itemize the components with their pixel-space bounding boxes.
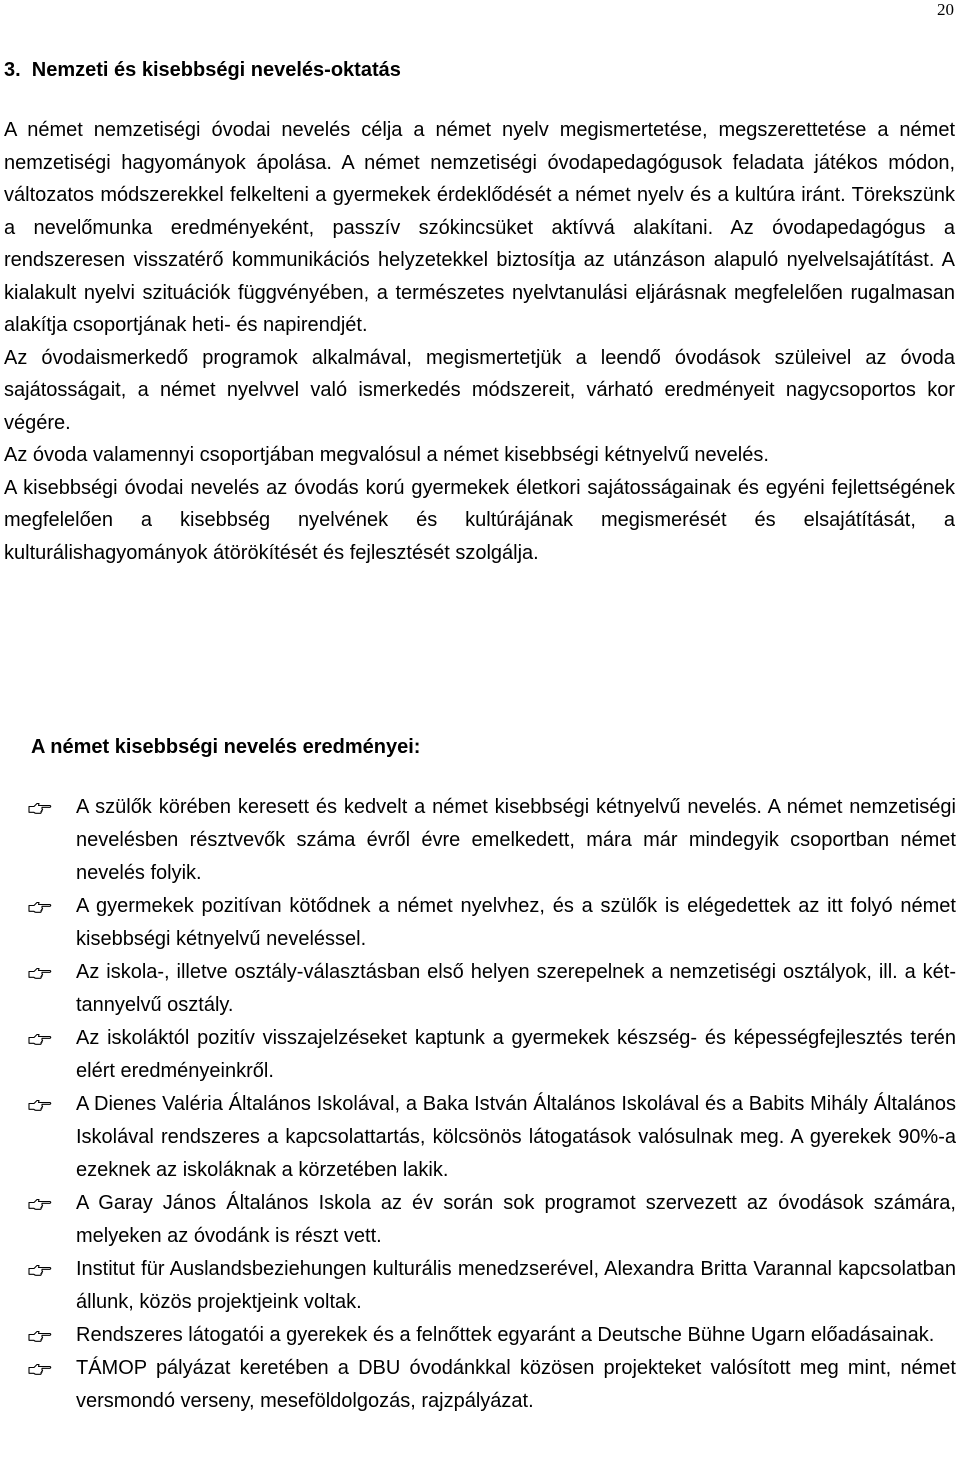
pointing-hand-icon	[28, 1097, 52, 1113]
paragraph: Az óvoda valamennyi csoportjában megvalósul a német kisebbségi kétnyelvű nevelés.	[4, 444, 769, 466]
list-item-text: A gyermekek pozitívan kötődnek a német nyelvhez, és a szülők is elégedettek az itt folyó német kisebbségi kétnyelvű neveléssel.	[76, 895, 956, 950]
list-item	[0, 1253, 956, 1319]
results-list	[0, 791, 960, 1418]
pointing-hand-icon	[28, 1031, 52, 1047]
section-title: 3. Nemzeti és kisebbségi nevelés-oktatás	[4, 59, 401, 81]
pointing-hand-icon	[28, 1361, 52, 1377]
list-item-text: A Dienes Valéria Általános Iskolával, a Baka István Általános Iskolával és a Babits Mihály Általános Iskolával rendszeres a kapcsolattartás, kölcsönös látogatások valósulnak meg. A gyerekek 90%-a ezeknek az iskoláknak a körzetében lakik.	[76, 1093, 956, 1181]
list-item-text: Rendszeres látogatói a gyerekek és a felnőttek egyaránt a Deutsche Bühne Ugarn előadásainak.	[76, 1324, 935, 1346]
list-item-text: Institut für Auslandsbeziehungen kulturális menedzserével, Alexandra Britta Varannal kapcsolatban állunk, közös projektjeink voltak.	[76, 1258, 956, 1313]
pointing-hand-icon	[28, 1328, 52, 1344]
pointing-hand-icon	[28, 899, 52, 915]
list-item-text: Az iskoláktól pozitív visszajelzéseket kaptunk a gyermekek készség- és képességfejlesztés terén elért eredményeinkről.	[76, 1027, 956, 1082]
paragraph: A német nemzetiségi óvodai nevelés célja a német nyelv megismertetése, megszerettetése a német nemzetiségi hagyományok ápolása. A német nemzetiségi óvodapedagógusok feladata játékos módon, változatos módszerekkel felkelteni a gyermekek érdeklődését a német nyelv és a kultúra iránt. Törekszünk a nevelőmunka eredményeként, passzív szókincsüket aktívvá alakítani. Az óvodapedagógus a rendszeresen visszatérő kommunikációs helyzetekkel biztosítja az utánzáson alapuló nyelvelsajátítást. A kialakult nyelvi szituációk függvényében, a természetes nyelvtanulási eljárásnak megfelelően rugalmasan alakítja csoportjának heti- és napirendjét.	[4, 119, 955, 336]
list-item	[0, 1187, 956, 1253]
page-number: 20	[937, 0, 954, 19]
pointing-hand-icon	[28, 965, 52, 981]
body-text	[4, 114, 955, 569]
list-item	[0, 1088, 956, 1187]
list-item	[0, 956, 956, 1022]
pointing-hand-icon	[28, 800, 52, 816]
pointing-hand-icon	[28, 1262, 52, 1278]
pointing-hand-icon	[28, 1196, 52, 1212]
paragraph: A kisebbségi óvodai nevelés az óvodás korú gyermekek életkori sajátosságainak és egyéni fejlettségének megfelelően a kisebbség nyelvének és kultúrájának megismerését és elsajátítását, a kulturálishagyományok átörökítését és fejlesztését szolgálja.	[4, 476, 955, 564]
list-item-text: Az iskola-, illetve osztály-választásban első helyen szerepelnek a nemzetiségi osztályok, ill. a két-tannyelvű osztály.	[76, 961, 956, 1016]
list-item-text: A szülők körében keresett és kedvelt a német kisebbségi kétnyelvű nevelés. A német nemzetiségi nevelésben résztvevők száma évről évre emelkedett, mára már mindegyik csoportban német nevelés folyik.	[76, 796, 956, 884]
list-item	[0, 1022, 956, 1088]
list-item	[0, 1352, 956, 1418]
list-item-text: TÁMOP pályázat keretében a DBU óvodánkkal közösen projekteket valósított meg mint, német versmondó verseny, meseföldolgozás, rajzpályázat.	[76, 1357, 956, 1412]
paragraph: Az óvodaismerkedő programok alkalmával, megismertetjük a leendő óvodások szüleivel az óvoda sajátosságait, a német nyelvvel való ismerkedés módszereit, várható eredményeit nagycsoportos kor végére.	[4, 346, 955, 434]
results-heading: A német kisebbségi nevelés eredményei:	[31, 736, 421, 758]
list-item	[0, 890, 956, 956]
list-item	[0, 1319, 956, 1352]
list-item-text: A Garay János Általános Iskola az év során sok programot szervezett az óvodások számára, melyeken az óvodánk is részt vett.	[76, 1192, 956, 1247]
list-item	[0, 791, 956, 890]
